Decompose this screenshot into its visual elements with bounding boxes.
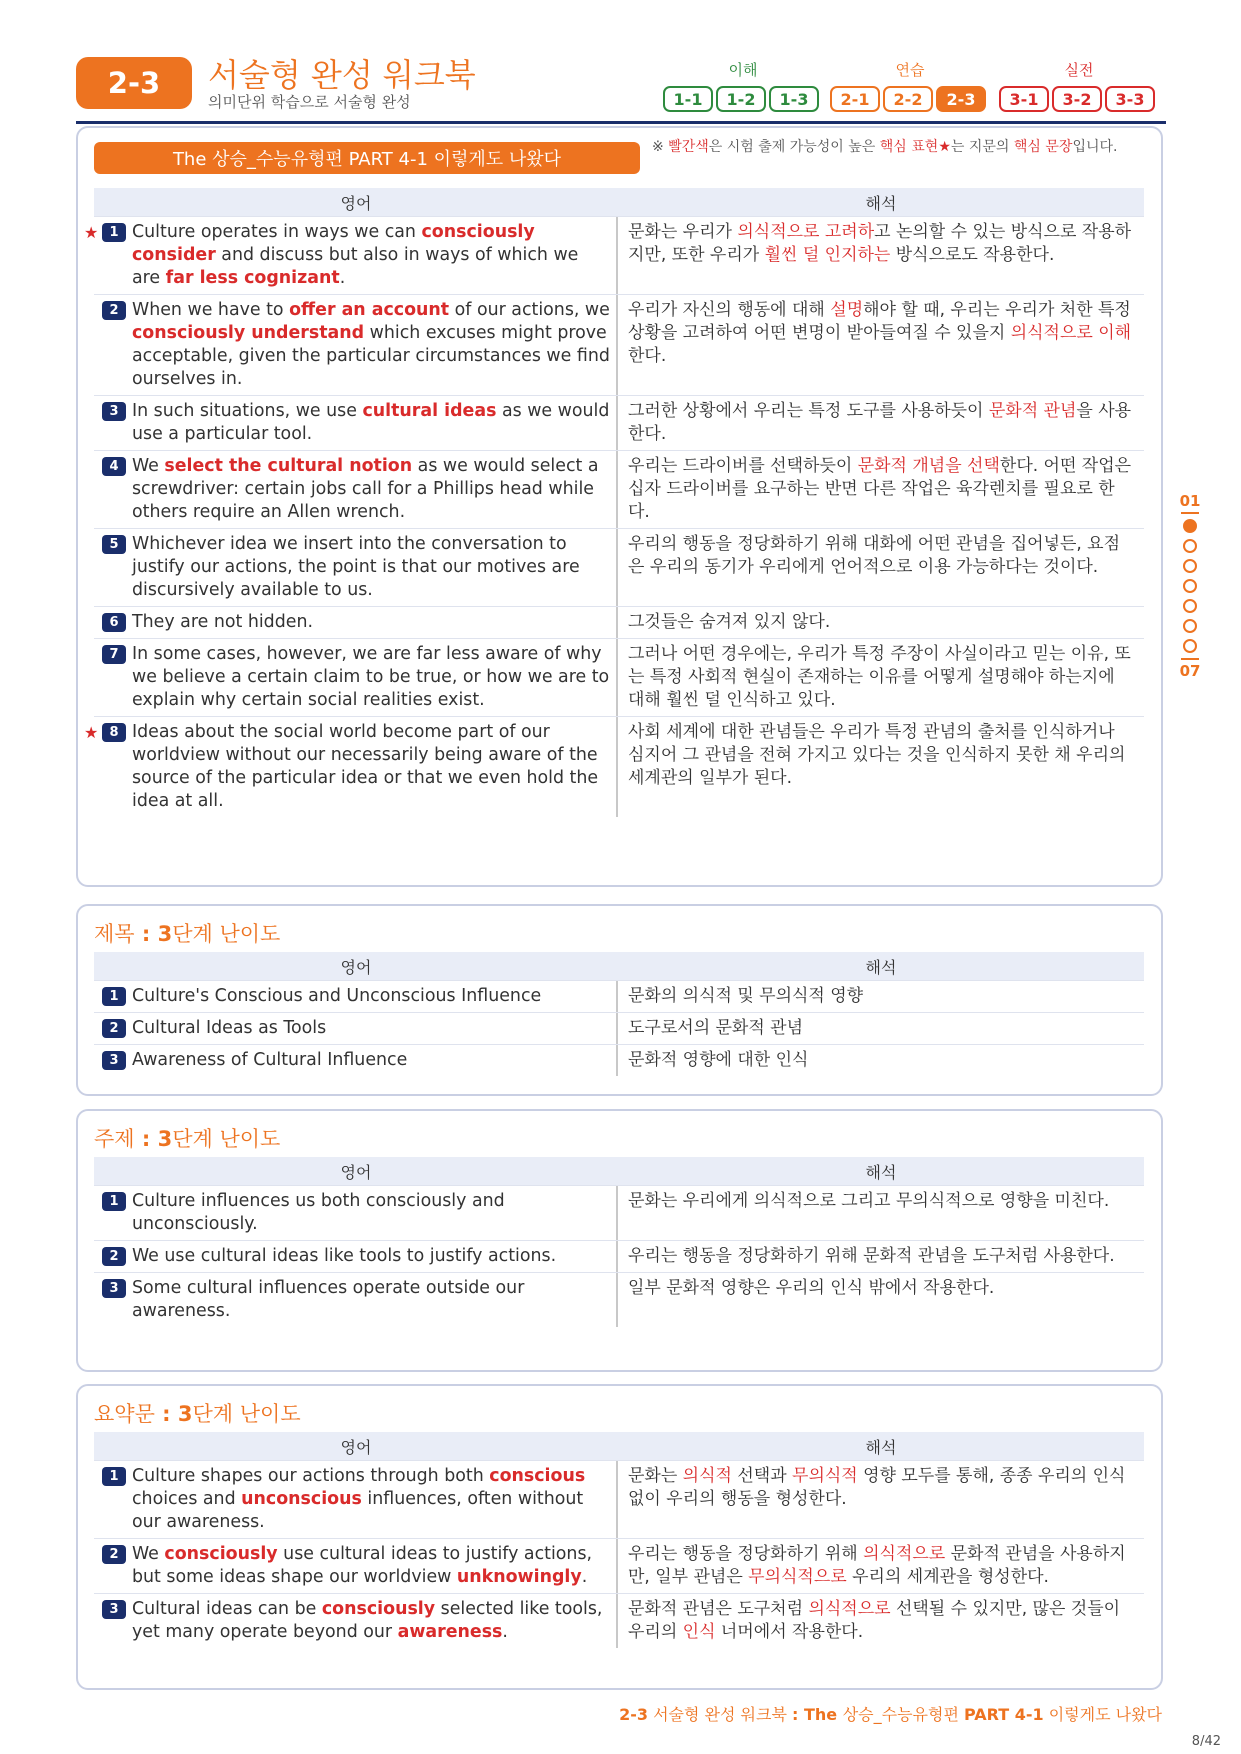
footer-part: 서술형 완성 워크북 — [648, 1705, 792, 1724]
section-colon: : — [134, 1127, 158, 1151]
section-label: 주제 — [94, 1127, 135, 1151]
section-level: 3 — [157, 1127, 173, 1151]
key-expression: 의식적 — [682, 1466, 732, 1486]
table-row — [94, 606, 1144, 638]
table-row — [94, 1240, 1144, 1272]
key-expression: consciously consider — [132, 222, 535, 265]
english-cell — [94, 396, 618, 450]
col-english: 영어 — [340, 957, 372, 977]
progress-dot — [1183, 559, 1197, 573]
section-level: 3 — [177, 1402, 193, 1426]
translation-text: 우리는 행동을 정당화하기 위해 — [628, 1544, 864, 1564]
step-label-understand: 이해 — [728, 61, 758, 79]
table-header — [94, 952, 1144, 980]
sentence-text: Ideas about the social world become part of our worldview without our necessarily being aware of the source of the particular idea or that we even hold the idea at all. — [132, 722, 599, 811]
passage-table — [84, 188, 1144, 817]
translation-text: 선택과 — [731, 1466, 793, 1486]
table-row — [94, 1044, 1144, 1076]
sentence-text: We — [132, 456, 165, 476]
section-level-suffix: 단계 난이도 — [192, 1402, 301, 1426]
sentence-text: Some cultural influences operate outside our awareness. — [132, 1278, 525, 1321]
translation-text: 문화는 — [628, 1466, 683, 1486]
korean-cell — [618, 529, 1144, 606]
col-english: 영어 — [340, 1437, 372, 1457]
step-group-actual — [999, 86, 1155, 112]
sentence-number: 1 — [102, 1467, 126, 1486]
note-text: 은 시험 출제 가능성이 높은 — [708, 139, 880, 155]
translation-text: 그러나 어떤 경우에는, 우리가 특정 주장이 사실이라고 믿는 이유, 또는 특정 사회적 현실이 존재하는 이유를 어떻게 설명해야 하는지에 대해 훨씬 덜 인식하고 있다. — [628, 644, 1131, 710]
sentence-text: choices and — [132, 1489, 242, 1509]
translation-text: 을 사용한다. — [628, 401, 1132, 444]
korean-cell — [618, 1594, 1144, 1648]
key-expression: cultural ideas — [362, 401, 497, 421]
note-red: 핵심 문장 — [1013, 139, 1073, 155]
sentence-number: 1 — [102, 987, 126, 1006]
korean-cell — [618, 1273, 1144, 1327]
english-cell — [94, 451, 618, 528]
english-cell — [94, 639, 618, 716]
sentence-number: 3 — [102, 1600, 126, 1619]
key-expression: conscious — [489, 1466, 586, 1486]
section-colon: : — [154, 1402, 178, 1426]
step-2-3[interactable]: 2-3 — [936, 86, 986, 112]
translation-text: 방식으로도 작용한다. — [890, 245, 1055, 265]
key-expression: 의식적으로 고려하 — [737, 222, 875, 242]
footer-part: PART 4-1 — [963, 1705, 1044, 1724]
table-row — [94, 1593, 1144, 1648]
section-badge: 2-3 — [76, 57, 192, 109]
header-divider — [76, 121, 1166, 124]
step-2-2[interactable]: 2-2 — [883, 86, 933, 112]
translation-text: 그러한 상황에서 우리는 특정 도구를 사용하듯이 — [628, 401, 989, 421]
sentence-text: and discuss but also in ways of which we are — [132, 245, 579, 288]
table-row — [94, 1185, 1144, 1240]
sentence-number: 6 — [102, 613, 126, 632]
sentence-number: 8 — [102, 723, 126, 742]
key-expression: select the cultural notion — [164, 456, 413, 476]
table-row — [94, 638, 1144, 716]
sentence-number: 1 — [102, 1192, 126, 1211]
table-header — [94, 1432, 1144, 1460]
progress-dot — [1183, 539, 1197, 553]
key-expression: 설명 — [830, 300, 864, 320]
english-cell — [94, 1539, 618, 1593]
section-title — [94, 1123, 280, 1153]
translation-text: 해야 할 때, 우리는 우리가 처한 특정 상황을 고려하여 어떤 변명이 받아들여질 수 있을지 — [628, 300, 1131, 343]
section-label: 제목 — [94, 922, 135, 946]
sentence-text: Whichever idea we insert into the conversation to justify our actions, the point is that our motives are discursively available to us. — [132, 534, 580, 600]
sentence-text: We — [132, 1544, 165, 1564]
title-box — [76, 904, 1163, 1096]
sentence-text: Culture shapes our actions through both — [132, 1466, 490, 1486]
step-group-practice — [830, 86, 986, 112]
english-cell — [94, 1241, 618, 1272]
title-rows — [94, 980, 1144, 1076]
english-cell — [84, 717, 618, 817]
table-row — [94, 528, 1144, 606]
sentence-text: . — [502, 1622, 508, 1642]
step-3-1[interactable]: 3-1 — [999, 86, 1049, 112]
table-header — [94, 1157, 1144, 1185]
translation-text: 문화는 우리에게 의식적으로 그리고 무의식적으로 영향을 미친다. — [628, 1191, 1110, 1211]
footer-part: 2-3 — [619, 1705, 648, 1724]
key-expression: unknowingly — [456, 1567, 582, 1587]
theme-box — [76, 1109, 1163, 1372]
translation-text: 우리의 세계관을 형성한다. — [846, 1567, 1049, 1587]
sentence-text: In such situations, we use — [132, 401, 363, 421]
star-icon: ★ — [938, 139, 951, 155]
key-expression: offer an account — [289, 300, 450, 320]
side-bar — [1181, 512, 1199, 514]
sentence-text: Awareness of Cultural Influence — [132, 1050, 408, 1070]
translation-text: 너머에서 작용한다. — [715, 1622, 864, 1642]
sentence-text: In some cases, however, we are far less aware of why we believe a certain claim to be true, or how we are to explain why certain social realities exist. — [132, 644, 610, 710]
key-expression: 훨씬 덜 인지하는 — [764, 245, 891, 265]
side-progress — [1176, 492, 1204, 680]
key-expression: consciously — [164, 1544, 278, 1564]
table-row — [94, 1272, 1144, 1327]
col-korean: 해석 — [865, 1437, 897, 1457]
footer-part: : The — [792, 1705, 843, 1724]
section-colon: : — [134, 922, 158, 946]
korean-cell — [618, 1539, 1144, 1593]
source-pill — [94, 142, 640, 174]
translation-text: 문화적 관념을 사용하지만, 일부 관념은 — [628, 1544, 1126, 1587]
section-title — [94, 918, 280, 948]
english-cell — [94, 981, 618, 1012]
korean-cell — [618, 607, 1144, 638]
sentence-number: 4 — [102, 457, 126, 476]
note-red: 핵심 표현 — [879, 139, 939, 155]
step-1-3[interactable]: 1-3 — [769, 86, 819, 112]
english-cell — [94, 1594, 618, 1648]
note-text: 입니다. — [1072, 139, 1118, 155]
sentence-number: 2 — [102, 301, 126, 320]
translation-text: 선택될 수 있지만, 많은 것들이 우리의 — [628, 1599, 1121, 1642]
section-level-suffix: 단계 난이도 — [172, 922, 281, 946]
step-3-2[interactable]: 3-2 — [1052, 86, 1102, 112]
korean-cell — [618, 1045, 1144, 1076]
table-row — [94, 395, 1144, 450]
key-expression: unconscious — [241, 1489, 362, 1509]
korean-cell — [618, 217, 1144, 294]
source-pill-text: The 상승_수능유형편 PART 4-1 이렇게도 나왔다 — [172, 149, 562, 170]
english-cell — [94, 1186, 618, 1240]
english-cell — [94, 1045, 618, 1076]
section-level-suffix: 단계 난이도 — [172, 1127, 281, 1151]
section-level: 3 — [157, 922, 173, 946]
english-cell — [84, 217, 618, 294]
key-expression: far less cognizant — [165, 268, 340, 288]
key-expression: 의식적으로 — [863, 1544, 946, 1564]
step-label-practice: 연습 — [895, 61, 925, 79]
korean-cell — [618, 1461, 1144, 1538]
korean-cell — [618, 1013, 1144, 1044]
korean-cell — [618, 1241, 1144, 1272]
english-cell — [94, 295, 618, 395]
translation-text: 우리는 드라이버를 선택하듯이 — [628, 456, 858, 476]
col-english: 영어 — [340, 1162, 372, 1182]
translation-text: 우리의 행동을 정당화하기 위해 대화에 어떤 관념을 집어넣든, 요점은 우리의 동기가 우리에게 언어적으로 이용 가능하다는 것이다. — [628, 534, 1121, 577]
progress-dot — [1183, 579, 1197, 593]
sentence-text: Culture influences us both consciously and unconsciously. — [132, 1191, 505, 1234]
step-label-actual: 실전 — [1064, 61, 1094, 79]
step-2-1[interactable]: 2-1 — [830, 86, 880, 112]
translation-text: 사회 세계에 대한 관념들은 우리가 특정 관념의 출처를 인식하거나 심지어 그 관념을 전혀 가지고 있다는 것을 인식하지 못한 채 우리의 세계관의 일부가 된다. — [628, 722, 1126, 788]
side-bar — [1181, 658, 1199, 660]
sentence-text: Culture operates in ways we can — [132, 222, 422, 242]
translation-text: 문화적 관념은 도구처럼 — [628, 1599, 809, 1619]
sentence-text: We use cultural ideas like tools to justify actions. — [132, 1246, 557, 1266]
key-expression: awareness — [397, 1622, 503, 1642]
sentence-text: influences, often without our awareness. — [132, 1489, 584, 1532]
passage-box — [76, 126, 1163, 887]
sentence-text: as we would select a screwdriver: certain jobs call for a Phillips head while others require an Allen wrench. — [132, 456, 599, 522]
english-cell — [94, 1013, 618, 1044]
step-group-understand — [663, 86, 819, 112]
translation-text: 문화의 의식적 및 무의식적 영향 — [628, 986, 864, 1006]
table-row — [94, 294, 1144, 395]
footer-part: 상승_수능유형편 — [842, 1705, 964, 1724]
sentence-number: 2 — [102, 1247, 126, 1266]
page-number: 8/42 — [1191, 1734, 1221, 1749]
key-expression: consciously — [321, 1599, 436, 1619]
side-label-top: 01 — [1179, 492, 1201, 510]
step-1-1[interactable]: 1-1 — [663, 86, 713, 112]
progress-dot — [1183, 639, 1197, 653]
translation-text: 한다. — [628, 346, 667, 366]
translation-text: 문화적 영향에 대한 인식 — [628, 1050, 809, 1070]
korean-cell — [618, 451, 1144, 528]
key-expression: 의식적으로 이해 — [1010, 323, 1132, 343]
theme-table — [94, 1157, 1144, 1327]
sentence-text: . — [339, 268, 346, 288]
translation-text: 도구로서의 문화적 관념 — [628, 1018, 804, 1038]
translation-text: 문화는 우리가 — [628, 222, 738, 242]
sentence-text: selected like tools, yet many operate beyond our — [132, 1599, 603, 1642]
translation-text: 일부 문화적 영향은 우리의 인식 밖에서 작용한다. — [628, 1278, 995, 1298]
sentence-text: Cultural Ideas as Tools — [132, 1018, 327, 1038]
translation-text: 우리는 행동을 정당화하기 위해 문화적 관념을 도구처럼 사용한다. — [628, 1246, 1115, 1266]
footer-title — [619, 1702, 1162, 1725]
english-cell — [94, 529, 618, 606]
section-label: 요약문 — [94, 1402, 155, 1426]
korean-cell — [618, 981, 1144, 1012]
progress-dot — [1183, 619, 1197, 633]
col-korean: 해석 — [865, 957, 897, 977]
korean-cell — [618, 396, 1144, 450]
sentence-number: 1 — [102, 223, 126, 242]
translation-text: 고 논의할 수 있는 방식으로 작용하지만, 또한 우리가 — [628, 222, 1132, 265]
sentence-text: When we have to — [132, 300, 290, 320]
sentence-text: They are not hidden. — [132, 612, 314, 632]
sentence-text: . — [581, 1567, 588, 1587]
korean-cell — [618, 639, 1144, 716]
page-title: 서술형 완성 워크북 — [208, 56, 476, 94]
footer-part: 이렇게도 나왔다 — [1043, 1705, 1162, 1724]
col-english: 영어 — [340, 193, 372, 213]
sentence-number: 3 — [102, 1051, 126, 1070]
key-expression: 문화적 관념 — [988, 401, 1077, 421]
sentence-text: which excuses might prove acceptable, given the particular circumstances we find ourselves in. — [132, 323, 610, 389]
table-row — [94, 450, 1144, 528]
note-text: ※ — [652, 139, 669, 155]
table-row — [84, 216, 1144, 294]
col-korean: 해석 — [865, 1162, 897, 1182]
key-expression: consciously understand — [132, 323, 365, 343]
summary-rows — [94, 1460, 1144, 1648]
sentence-number: 3 — [102, 402, 126, 421]
key-expression: 문화적 개념을 선택 — [857, 456, 1000, 476]
star-icon: ★ — [84, 723, 99, 742]
korean-cell — [618, 295, 1144, 395]
sentence-text: Culture's Conscious and Unconscious Influence — [132, 986, 542, 1006]
sentence-number: 2 — [102, 1019, 126, 1038]
sentence-number: 3 — [102, 1279, 126, 1298]
star-icon: ★ — [84, 223, 99, 242]
note-text: 는 지문의 — [950, 139, 1014, 155]
col-korean: 해석 — [865, 193, 897, 213]
table-row — [94, 980, 1144, 1012]
legend-note — [652, 138, 1132, 157]
note-red: 빨간색 — [668, 139, 709, 155]
passage-rows — [84, 216, 1144, 817]
title-table — [94, 952, 1144, 1076]
sentence-number: 7 — [102, 645, 126, 664]
sentence-text: Cultural ideas can be — [132, 1599, 322, 1619]
page-subtitle: 의미단위 학습으로 서술형 완성 — [208, 93, 411, 111]
translation-text: 한다. 어떤 작업은 십자 드라이버를 요구하는 반면 다른 작업은 육각렌치를 필요로 한다. — [628, 456, 1132, 522]
sentence-text: of our actions, we — [449, 300, 610, 320]
key-expression: 무의식적 — [792, 1466, 858, 1486]
table-row — [94, 1538, 1144, 1593]
sentence-text: as we would use a particular tool. — [132, 401, 610, 444]
key-expression: 인식 — [682, 1622, 716, 1642]
translation-text: 그것들은 숨겨져 있지 않다. — [628, 612, 831, 632]
step-1-2[interactable]: 1-2 — [716, 86, 766, 112]
summary-table — [94, 1432, 1144, 1648]
table-row — [94, 1460, 1144, 1538]
table-row — [84, 716, 1144, 817]
progress-dot-active — [1183, 519, 1197, 533]
table-header — [94, 188, 1144, 216]
english-cell — [94, 1461, 618, 1538]
english-cell — [94, 607, 618, 638]
table-row — [94, 1012, 1144, 1044]
korean-cell — [618, 717, 1144, 817]
progress-dot — [1183, 599, 1197, 613]
step-3-3[interactable]: 3-3 — [1105, 86, 1155, 112]
english-cell — [94, 1273, 618, 1327]
theme-rows — [94, 1185, 1144, 1327]
sentence-number: 2 — [102, 1545, 126, 1564]
section-title — [94, 1398, 301, 1428]
key-expression: 무의식적으로 — [748, 1567, 847, 1587]
summary-box — [76, 1384, 1163, 1690]
translation-text: 우리가 자신의 행동에 대해 — [628, 300, 831, 320]
side-label-bottom: 07 — [1179, 662, 1201, 680]
translation-text: 영향 모두를 통해, 종종 우리의 인식 없이 우리의 행동을 형성한다. — [628, 1466, 1126, 1509]
sentence-text: use cultural ideas to justify actions, but some ideas shape our worldview — [132, 1544, 593, 1587]
key-expression: 의식적으로 — [808, 1599, 891, 1619]
sentence-number: 5 — [102, 535, 126, 554]
korean-cell — [618, 1186, 1144, 1240]
